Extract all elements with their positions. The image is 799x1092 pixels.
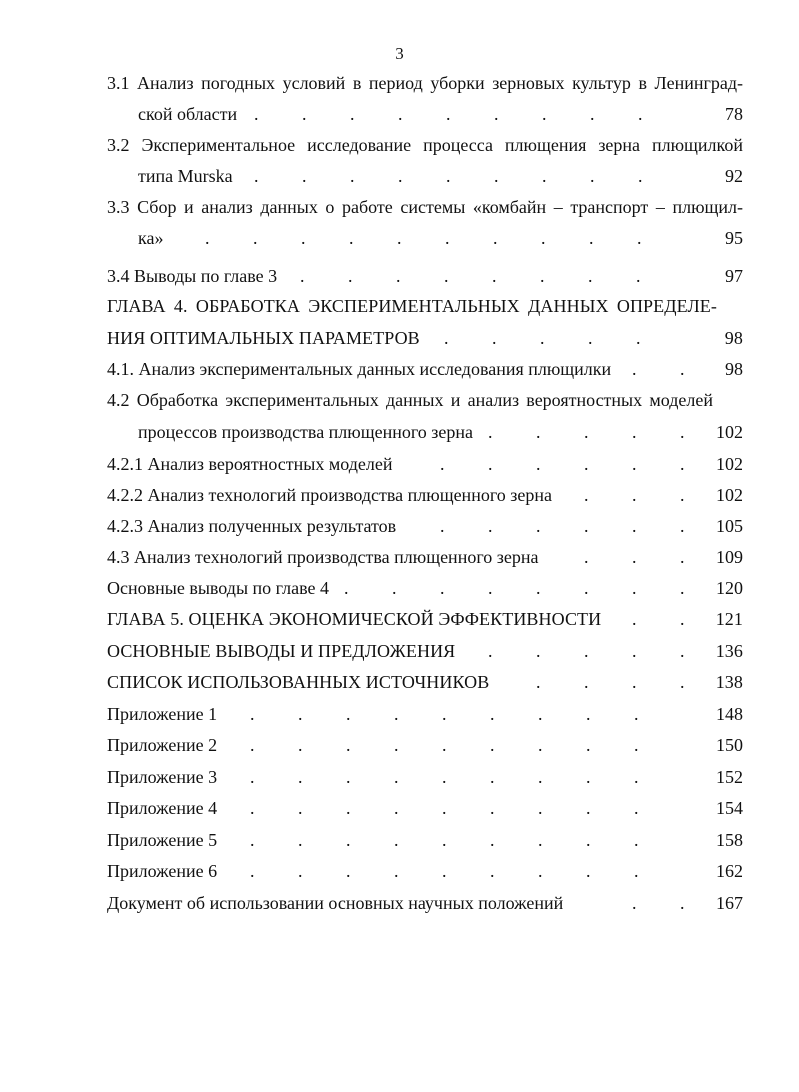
leader-dot: .: [632, 516, 637, 536]
page-number: 3: [395, 44, 404, 63]
toc-entry-title: ГЛАВА 5. ОЦЕНКА ЭКОНОМИЧЕСКОЙ ЭФФЕКТИВНОСТИ: [107, 609, 602, 629]
leader-dot: .: [490, 830, 495, 850]
toc-entry-chapter-4: [0, 292, 799, 320]
leader-dot: .: [540, 328, 545, 348]
leader-dot: .: [394, 798, 399, 818]
toc-page-number: 98: [725, 359, 743, 379]
leader-dot: .: [636, 266, 641, 286]
leader-dot: .: [490, 861, 495, 881]
leader-dot: .: [586, 830, 591, 850]
leader-dot: .: [538, 830, 543, 850]
leader-dot: .: [638, 166, 643, 186]
leader-dot: .: [394, 861, 399, 881]
leader-dot: .: [446, 104, 451, 124]
leader-dot: .: [398, 166, 403, 186]
leader-dot: .: [636, 328, 641, 348]
leader-dot: .: [632, 672, 637, 692]
leader-dot: .: [538, 798, 543, 818]
leader-dot: .: [634, 798, 639, 818]
toc-entry-title: 4.2.2 Анализ технологий производства плющенного зерна: [107, 485, 552, 505]
toc-entry-title-cont: типа Murska: [138, 166, 233, 186]
toc-leader-dots: [344, 574, 688, 602]
toc-page-number: 105: [716, 516, 743, 536]
toc-entry-main-conclusions: [0, 637, 799, 665]
leader-dot: .: [488, 641, 493, 661]
toc-entry-3-1-cont: [0, 100, 799, 128]
leader-dot: .: [490, 798, 495, 818]
toc-page-number: 148: [716, 704, 743, 724]
leader-dot: .: [632, 893, 637, 913]
leader-dot: .: [586, 735, 591, 755]
leader-dot: .: [250, 767, 255, 787]
toc-entry-references: [0, 668, 799, 696]
leader-dot: .: [492, 328, 497, 348]
toc-leader-dots: [632, 355, 688, 383]
leader-dot: .: [442, 830, 447, 850]
leader-dot: .: [350, 166, 355, 186]
leader-dot: .: [632, 454, 637, 474]
leader-dot: .: [442, 735, 447, 755]
toc-entry-title: СПИСОК ИСПОЛЬЗОВАННЫХ ИСТОЧНИКОВ: [107, 672, 490, 692]
leader-dot: .: [490, 704, 495, 724]
leader-dot: .: [588, 266, 593, 286]
toc-entry-3-2: [0, 131, 799, 159]
toc-entry-3-1: [0, 69, 799, 97]
toc-page-number: 121: [715, 609, 743, 629]
toc-entry-title: 3.4 Выводы по главе 3: [107, 266, 278, 286]
leader-dot: .: [590, 104, 595, 124]
toc-entry-chapter-4-conclusions: [0, 574, 799, 602]
leader-dot: .: [250, 735, 255, 755]
leader-dot: .: [542, 166, 547, 186]
leader-dot: .: [253, 228, 258, 248]
leader-dot: .: [586, 861, 591, 881]
leader-dot: .: [488, 516, 493, 536]
leader-dot: .: [302, 166, 307, 186]
toc-entry-title-cont: процессов производства плющенного зерна: [138, 422, 474, 442]
leader-dot: .: [444, 328, 449, 348]
leader-dot: .: [632, 359, 637, 379]
leader-dot: .: [346, 735, 351, 755]
toc-page-number: 95: [725, 228, 743, 248]
leader-dot: .: [634, 735, 639, 755]
toc-entry-title-cont: ка»: [138, 228, 164, 248]
toc-entry-title: 4.1. Анализ экспериментальных данных исследования плющилки: [107, 359, 612, 379]
leader-dot: .: [638, 104, 643, 124]
toc-entry-title: ОСНОВНЫЕ ВЫВОДЫ И ПРЕДЛОЖЕНИЯ: [107, 641, 456, 661]
leader-dot: .: [634, 861, 639, 881]
leader-dot: .: [586, 704, 591, 724]
leader-dot: .: [300, 266, 305, 286]
leader-dot: .: [584, 516, 589, 536]
leader-dot: .: [348, 266, 353, 286]
toc-entry-usage-document: [0, 889, 799, 917]
leader-dot: .: [394, 830, 399, 850]
leader-dot: .: [298, 830, 303, 850]
toc-leader-dots: [488, 637, 688, 665]
leader-dot: .: [346, 798, 351, 818]
toc-entry-title: 4.2.1 Анализ вероятностных моделей: [107, 454, 393, 474]
leader-dot: .: [538, 704, 543, 724]
leader-dot: .: [536, 672, 541, 692]
leader-dot: .: [538, 735, 543, 755]
toc-page-number: 136: [715, 641, 743, 661]
leader-dot: .: [584, 454, 589, 474]
leader-dot: .: [680, 454, 685, 474]
leader-dot: .: [680, 422, 685, 442]
leader-dot: .: [254, 166, 259, 186]
toc-entry-title-cont: ской области: [138, 104, 238, 124]
toc-entry-3-4: [0, 262, 799, 290]
toc-leader-dots: [250, 857, 688, 885]
toc-entry-4-2-3: [0, 512, 799, 540]
leader-dot: .: [584, 641, 589, 661]
toc-page-number: 138: [715, 672, 743, 692]
toc-entry-4-2-2: [0, 481, 799, 509]
leader-dot: .: [488, 454, 493, 474]
toc-page-number: 120: [716, 578, 743, 598]
toc-entry-4-2-1: [0, 450, 799, 478]
leader-dot: .: [490, 735, 495, 755]
toc-entry-title: 4.2 Обработка экспериментальных данных и анализ вероятностных моделей: [107, 390, 713, 410]
toc-entry-3-3-cont: [0, 224, 799, 252]
toc-leader-dots: [584, 481, 688, 509]
toc-entry-title: Приложение 3: [107, 767, 218, 787]
leader-dot: .: [445, 228, 450, 248]
toc-leader-dots: [205, 224, 688, 252]
leader-dot: .: [590, 166, 595, 186]
leader-dot: .: [301, 228, 306, 248]
leader-dot: .: [346, 830, 351, 850]
leader-dot: .: [493, 228, 498, 248]
leader-dot: .: [350, 104, 355, 124]
leader-dot: .: [584, 485, 589, 505]
leader-dot: .: [440, 454, 445, 474]
toc-page-number: 97: [725, 266, 743, 286]
toc-entry-appendix-3: [0, 763, 799, 791]
toc-page-number: 150: [716, 735, 743, 755]
leader-dot: .: [536, 641, 541, 661]
leader-dot: .: [250, 798, 255, 818]
leader-dot: .: [586, 767, 591, 787]
leader-dot: .: [542, 104, 547, 124]
toc-entry-title: Приложение 1: [107, 704, 218, 724]
toc-entry-3-3: [0, 193, 799, 221]
leader-dot: .: [346, 767, 351, 787]
leader-dot: .: [680, 516, 685, 536]
leader-dot: .: [584, 422, 589, 442]
leader-dot: .: [488, 578, 493, 598]
leader-dot: .: [394, 767, 399, 787]
leader-dot: .: [442, 861, 447, 881]
leader-dot: .: [632, 422, 637, 442]
toc-entry-4-2: [0, 386, 799, 414]
leader-dot: .: [634, 830, 639, 850]
toc-page-number: 78: [725, 104, 743, 124]
toc-leader-dots: [632, 605, 688, 633]
toc-entry-title: 4.2.3 Анализ полученных результатов: [107, 516, 397, 536]
toc-page-number: 158: [716, 830, 743, 850]
leader-dot: .: [680, 672, 685, 692]
leader-dot: .: [444, 266, 449, 286]
leader-dot: .: [298, 735, 303, 755]
leader-dot: .: [398, 104, 403, 124]
leader-dot: .: [584, 672, 589, 692]
leader-dot: .: [392, 578, 397, 598]
leader-dot: .: [680, 359, 685, 379]
toc-leader-dots: [444, 324, 688, 352]
leader-dot: .: [536, 454, 541, 474]
leader-dot: .: [490, 767, 495, 787]
leader-dot: .: [632, 485, 637, 505]
toc-page-number: 102: [716, 422, 743, 442]
leader-dot: .: [442, 767, 447, 787]
leader-dot: .: [538, 861, 543, 881]
toc-entry-title: 3.3 Сбор и анализ данных о работе системы «комбайн – транспорт – плющил-: [107, 197, 743, 217]
leader-dot: .: [250, 861, 255, 881]
toc-leader-dots: [250, 794, 688, 822]
leader-dot: .: [586, 798, 591, 818]
toc-leader-dots: [250, 731, 688, 759]
toc-entry-4-2-cont: [0, 418, 799, 446]
leader-dot: .: [637, 228, 642, 248]
leader-dot: .: [680, 641, 685, 661]
leader-dot: .: [680, 893, 685, 913]
leader-dot: .: [344, 578, 349, 598]
toc-entry-4-1: [0, 355, 799, 383]
toc-page-number: 102: [716, 485, 743, 505]
leader-dot: .: [349, 228, 354, 248]
toc-entry-4-3: [0, 543, 799, 571]
leader-dot: .: [254, 104, 259, 124]
leader-dot: .: [538, 767, 543, 787]
toc-entry-title-cont: НИЯ ОПТИМАЛЬНЫХ ПАРАМЕТРОВ: [107, 328, 420, 348]
leader-dot: .: [494, 166, 499, 186]
toc-entry-appendix-4: [0, 794, 799, 822]
toc-page-number: 92: [725, 166, 743, 186]
leader-dot: .: [446, 166, 451, 186]
leader-dot: .: [536, 516, 541, 536]
leader-dot: .: [298, 861, 303, 881]
leader-dot: .: [680, 547, 685, 567]
toc-entry-title: Приложение 4: [107, 798, 218, 818]
toc-leader-dots: [300, 262, 688, 290]
leader-dot: .: [680, 578, 685, 598]
leader-dot: .: [394, 704, 399, 724]
leader-dot: .: [302, 104, 307, 124]
leader-dot: .: [298, 767, 303, 787]
leader-dot: .: [346, 861, 351, 881]
toc-entry-title: ГЛАВА 4. ОБРАБОТКА ЭКСПЕРИМЕНТАЛЬНЫХ ДАННЫХ ОПРЕДЕЛЕ-: [107, 296, 717, 316]
toc-leader-dots: [488, 418, 688, 446]
toc-entry-appendix-2: [0, 731, 799, 759]
leader-dot: .: [442, 798, 447, 818]
toc-leader-dots: [584, 543, 688, 571]
toc-page-number: 98: [724, 328, 743, 348]
leader-dot: .: [394, 735, 399, 755]
leader-dot: .: [346, 704, 351, 724]
toc-leader-dots: [536, 668, 688, 696]
toc-entry-title: 4.3 Анализ технологий производства плющенного зерна: [107, 547, 539, 567]
toc-entry-title: 3.1 Анализ погодных условий в период уборки зерновых культур в Ленинград-: [107, 73, 743, 93]
toc-entry-title: Приложение 2: [107, 735, 218, 755]
leader-dot: .: [492, 266, 497, 286]
leader-dot: .: [589, 228, 594, 248]
leader-dot: .: [634, 767, 639, 787]
leader-dot: .: [536, 422, 541, 442]
leader-dot: .: [584, 547, 589, 567]
toc-page-number: 102: [716, 454, 743, 474]
leader-dot: .: [250, 830, 255, 850]
toc-leader-dots: [440, 512, 688, 540]
leader-dot: .: [442, 704, 447, 724]
toc-leader-dots: [250, 700, 688, 728]
toc-page-number: 167: [716, 893, 743, 913]
toc-page-number: 162: [716, 861, 743, 881]
toc-entry-title: Документ об использовании основных научных положений: [107, 893, 564, 913]
leader-dot: .: [632, 641, 637, 661]
leader-dot: .: [250, 704, 255, 724]
leader-dot: .: [298, 704, 303, 724]
leader-dot: .: [584, 578, 589, 598]
toc-entry-chapter-4-cont: [0, 324, 799, 352]
toc-leader-dots: [632, 889, 688, 917]
toc-page-number: 154: [716, 798, 743, 818]
toc-leader-dots: [254, 162, 688, 190]
leader-dot: .: [488, 422, 493, 442]
leader-dot: .: [540, 266, 545, 286]
leader-dot: .: [396, 266, 401, 286]
leader-dot: .: [588, 328, 593, 348]
toc-leader-dots: [440, 450, 688, 478]
leader-dot: .: [298, 798, 303, 818]
toc-entry-3-2-cont: [0, 162, 799, 190]
leader-dot: .: [680, 609, 685, 629]
toc-page-number: 109: [716, 547, 743, 567]
toc-entry-appendix-5: [0, 826, 799, 854]
leader-dot: .: [397, 228, 402, 248]
leader-dot: .: [536, 578, 541, 598]
toc-entry-chapter-5: [0, 605, 799, 633]
toc-page-number: 152: [716, 767, 743, 787]
toc-entry-appendix-6: [0, 857, 799, 885]
leader-dot: .: [680, 485, 685, 505]
toc-entry-title: 3.2 Экспериментальное исследование процесса плющения зерна плющилкой: [107, 135, 743, 155]
toc-leader-dots: [254, 100, 688, 128]
leader-dot: .: [205, 228, 210, 248]
leader-dot: .: [541, 228, 546, 248]
leader-dot: .: [440, 578, 445, 598]
toc-leader-dots: [250, 826, 688, 854]
toc-entry-title: Основные выводы по главе 4: [107, 578, 329, 598]
toc-entry-appendix-1: [0, 700, 799, 728]
leader-dot: .: [634, 704, 639, 724]
leader-dot: .: [632, 609, 637, 629]
leader-dot: .: [494, 104, 499, 124]
toc-entry-title: Приложение 5: [107, 830, 218, 850]
toc-entry-title: Приложение 6: [107, 861, 218, 881]
leader-dot: .: [440, 516, 445, 536]
leader-dot: .: [632, 547, 637, 567]
leader-dot: .: [632, 578, 637, 598]
toc-leader-dots: [250, 763, 688, 791]
